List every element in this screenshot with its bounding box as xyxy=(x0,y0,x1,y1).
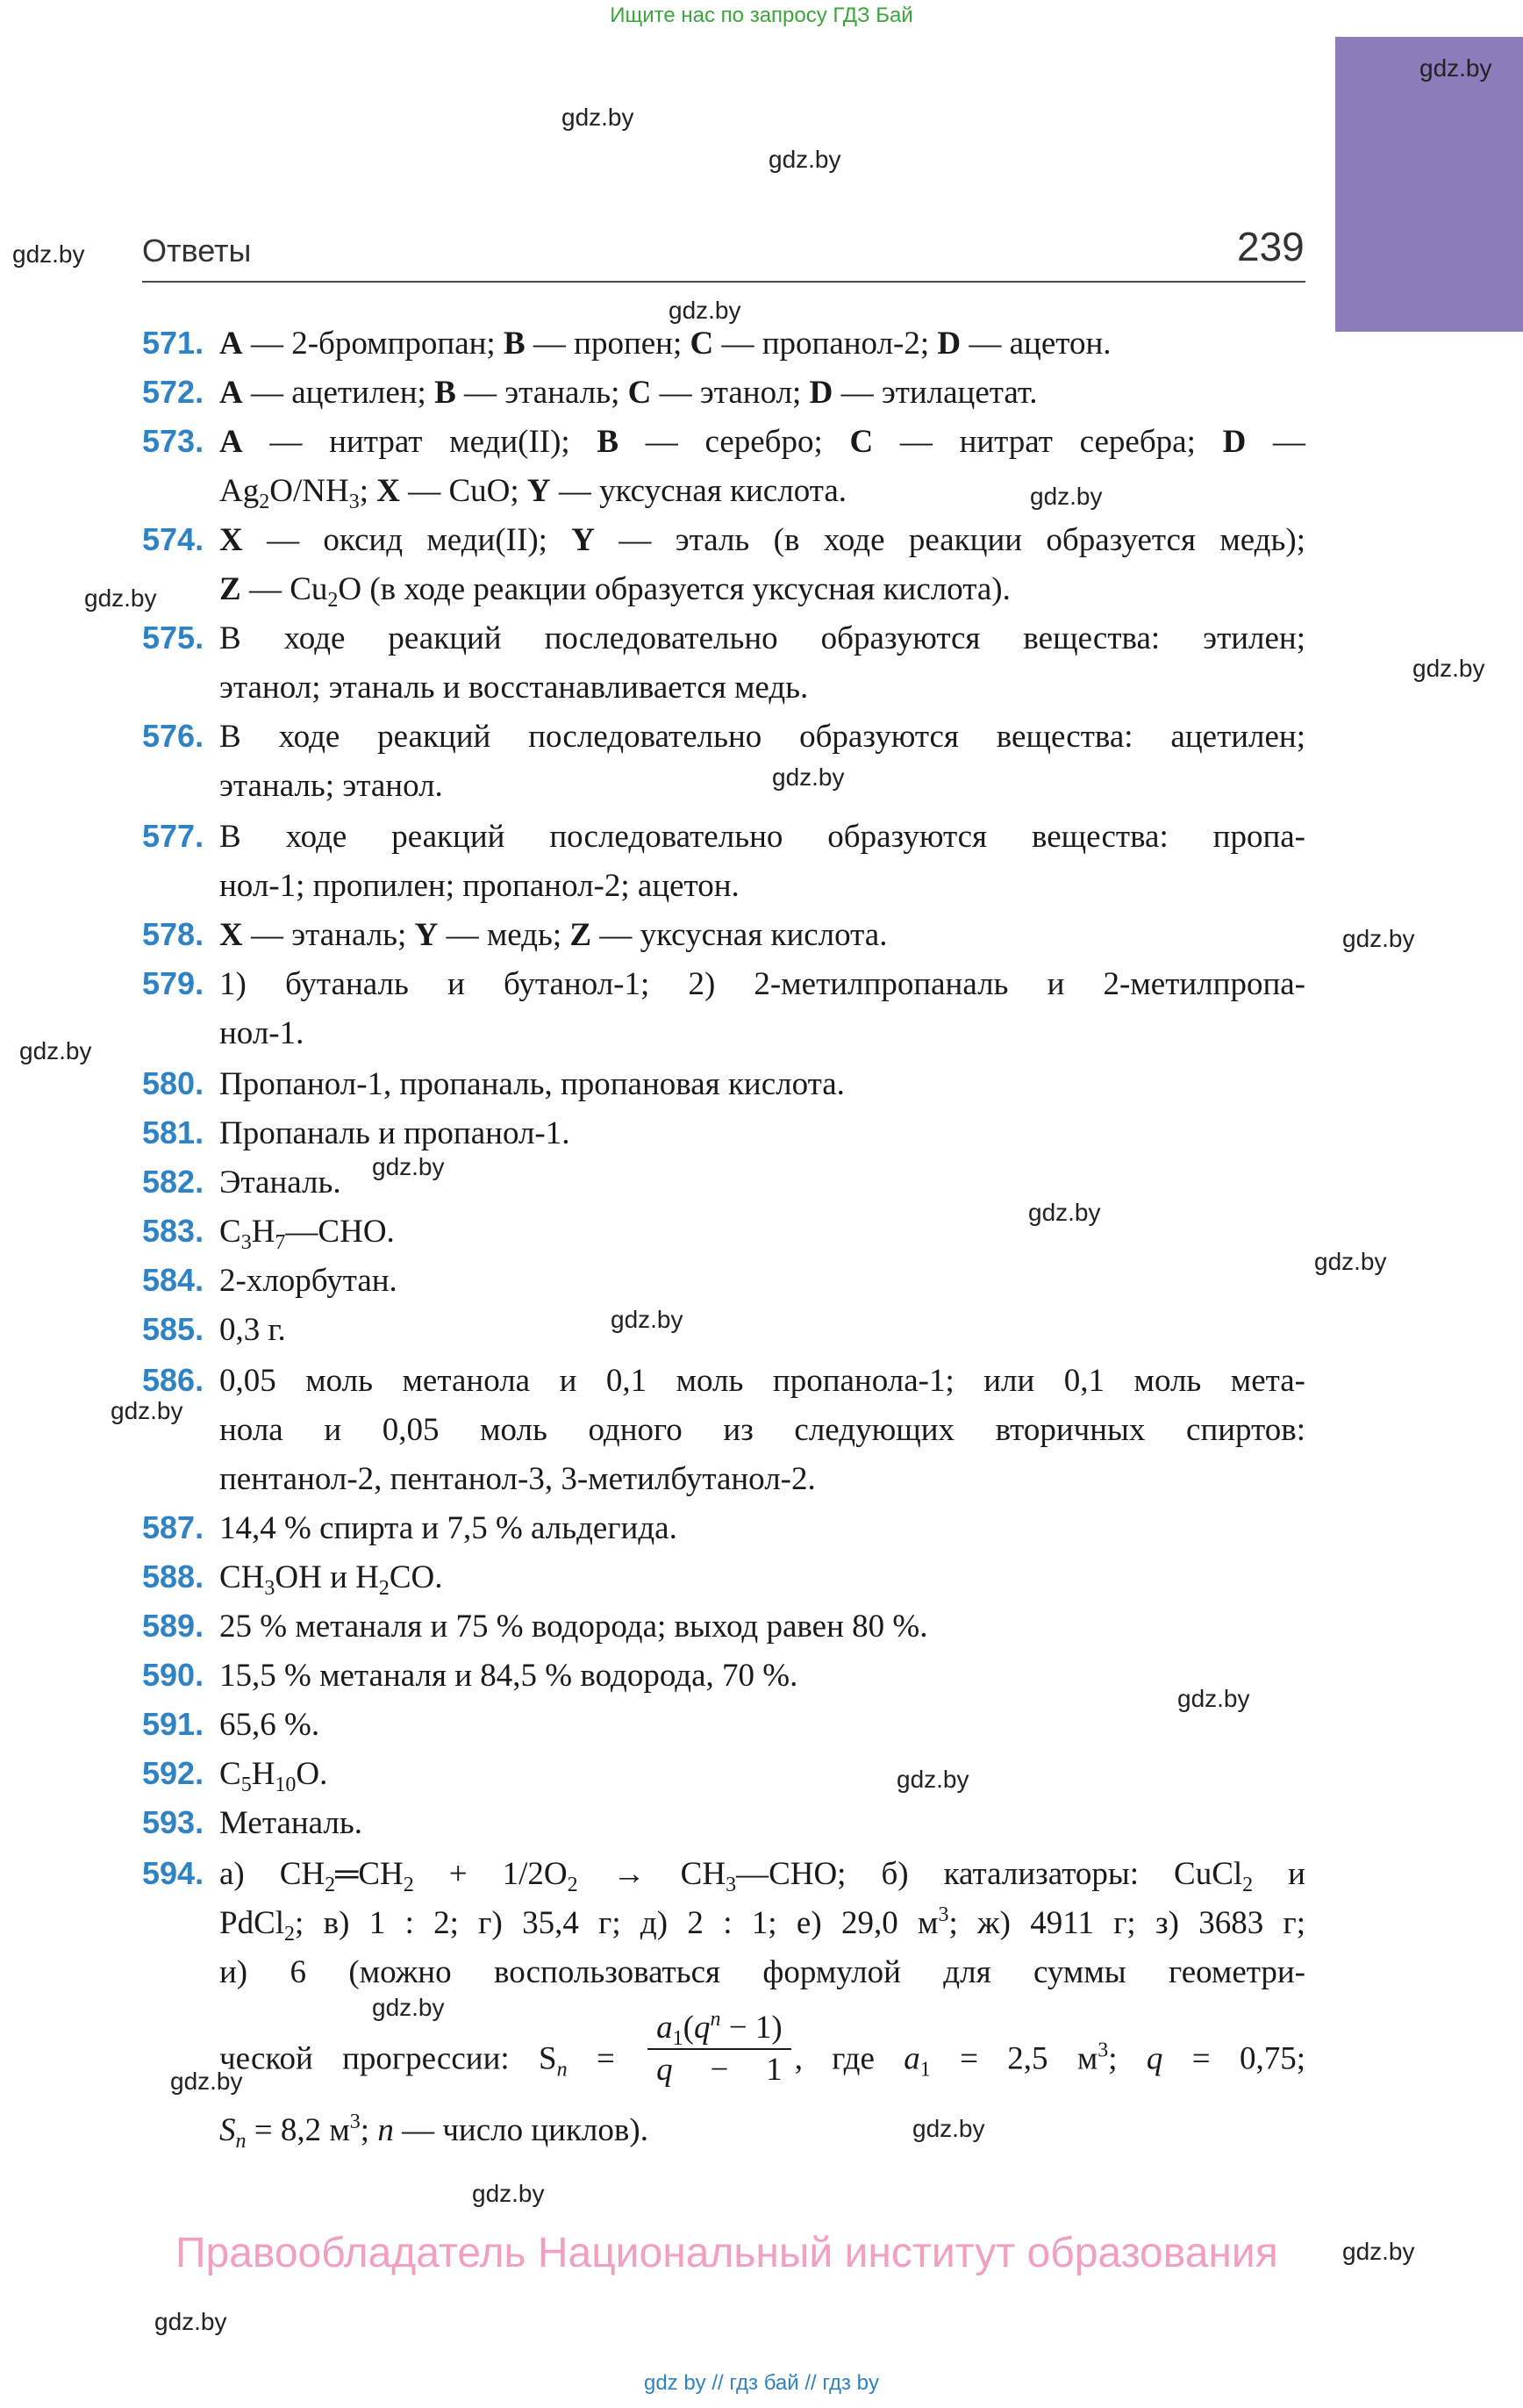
answer-line: 14,4 % спирта и 7,5 % альдегида. xyxy=(219,1510,677,1546)
answer-text xyxy=(219,1109,1305,1158)
watermark: gdz.by xyxy=(772,763,845,791)
answer-text xyxy=(219,1652,1305,1701)
watermark: gdz.by xyxy=(12,240,85,268)
answer-text xyxy=(219,1701,1305,1750)
answer-line: В ходе реакций последовательно образуются вещества: ацетилен; xyxy=(219,719,1305,755)
watermark: gdz.by xyxy=(897,1766,969,1793)
watermark: gdz.by xyxy=(669,297,741,324)
watermark: gdz.by xyxy=(84,584,157,612)
watermark: gdz.by xyxy=(372,1994,445,2021)
answer-line: $Ag_2O/NH_3$; X — CuO; Y — уксусная кислота. xyxy=(219,473,847,513)
watermark: gdz.by xyxy=(19,1037,92,1064)
answer-line: A — нитрат меди(II); B — серебро; C — нитрат серебра; D — xyxy=(219,424,1305,460)
answer-text xyxy=(219,369,1305,418)
answer-text xyxy=(219,1553,1305,1602)
answer-line: A — ацетилен; B — этаналь; C — этанол; D — этилацетат. xyxy=(219,375,1038,411)
answer-line: ческой прогрессии: $S_n$ = $\frac{a_1(q^n - 1)}{q - 1}$ , где $a_1 = 2,5$ $м^3$; q = 0,75; xyxy=(219,2020,1305,2103)
watermark: gdz.by xyxy=(1419,54,1492,82)
answer-line: нола и 0,05 моль одного из следующих вторичных спиртов: xyxy=(219,1412,1305,1448)
answer-line: В ходе реакций последовательно образуются вещества: пропа- xyxy=(219,819,1305,855)
answer-line: Метаналь. xyxy=(219,1805,363,1841)
answer-number: 589. xyxy=(142,1608,204,1644)
watermark: gdz.by xyxy=(912,2115,985,2142)
answer-text xyxy=(219,960,1305,1058)
answer-line: $C_5H_{10}O$. xyxy=(219,1756,328,1796)
answer-text xyxy=(219,1504,1305,1553)
answer-line: $CH_3OH$ и $H_2CO$. xyxy=(219,1559,443,1600)
answer-line: этаналь; этанол. xyxy=(219,768,443,804)
answer-text xyxy=(219,1357,1305,1504)
answer-line: PdCl$_2$; в) 1 : 2; г) 35,4 г; д) 2 : 1; е) 29,0 $м^3$; ж) 4911 г; з) 3683 г; xyxy=(219,1903,1306,1946)
watermark: gdz.by xyxy=(1314,1248,1387,1275)
answer-number: 572. xyxy=(142,374,204,410)
answer-line: Z — $Cu_2O$ (в ходе реакции образуется уксусная кислота). xyxy=(219,571,1011,612)
answer-text xyxy=(219,713,1305,811)
answer-text xyxy=(219,418,1305,516)
answer-number: 580. xyxy=(142,1065,204,1101)
watermark: gdz.by xyxy=(372,1153,445,1180)
answer-line: 15,5 % метаналя и 84,5 % водорода, 70 %. xyxy=(219,1658,798,1694)
watermark: gdz.by xyxy=(1030,483,1103,510)
answer-line: X — оксид меди(II); Y — эталь (в ходе реакции образуется медь); xyxy=(219,522,1305,558)
answer-number: 574. xyxy=(142,521,204,557)
answer-number: 585. xyxy=(142,1311,204,1347)
answer-number: 583. xyxy=(142,1213,204,1249)
answer-text xyxy=(219,813,1305,911)
answer-number: 571. xyxy=(142,325,204,361)
answer-line: Пропанол-1, пропаналь, пропановая кислота. xyxy=(219,1066,845,1102)
answer-number: 593. xyxy=(142,1804,204,1840)
answer-line: X — этаналь; Y — медь; Z — уксусная кислота. xyxy=(219,917,888,953)
watermark: gdz.by xyxy=(561,104,634,131)
answer-number: 587. xyxy=(142,1509,204,1545)
answer-text xyxy=(219,614,1305,713)
answer-line: а) $CH_2═CH_2 + 1/2O_2$ → $CH_3—CHO$; б) катализаторы: CuCl$_2$ и xyxy=(219,1856,1305,1896)
answer-line: 2-хлорбутан. xyxy=(219,1263,397,1299)
watermark: gdz.by xyxy=(1412,655,1485,682)
answer-number: 592. xyxy=(142,1755,204,1791)
watermark: gdz.by xyxy=(1177,1685,1250,1712)
answer-number: 582. xyxy=(142,1164,204,1200)
answer-text xyxy=(219,1257,1305,1306)
section-title: Ответы xyxy=(142,233,252,269)
answer-text xyxy=(219,1208,1305,1257)
answer-line: 25 % метаналя и 75 % водорода; выход равен 80 %. xyxy=(219,1609,928,1645)
answer-text xyxy=(219,1060,1305,1109)
answer-text xyxy=(219,1850,1305,2155)
copyright-notice: Правообладатель Национальный институт образования xyxy=(175,2230,1278,2276)
answer-text xyxy=(219,1750,1305,1799)
watermark: gdz.by xyxy=(1342,925,1415,952)
watermark: gdz.by xyxy=(154,2308,227,2335)
header-divider xyxy=(142,281,1305,283)
watermark: gdz.by xyxy=(472,2180,545,2207)
answer-number: 588. xyxy=(142,1559,204,1595)
top-banner: Ищите нас по запросу ГДЗ Бай xyxy=(610,4,913,27)
answer-line: пентанол-2, пентанол-3, 3-метилбутанол-2. xyxy=(219,1461,816,1497)
answer-text xyxy=(219,1799,1305,1848)
page-number: 239 xyxy=(1237,224,1305,269)
answer-line: этанол; этаналь и восстанавливается медь. xyxy=(219,670,809,706)
answer-number: 590. xyxy=(142,1657,204,1693)
answer-line: 65,6 %. xyxy=(219,1707,320,1743)
formula-fraction: $\frac{a_1(q^n - 1)}{q - 1}$ xyxy=(647,2008,791,2090)
answer-text xyxy=(219,1306,1305,1355)
answer-number: 573. xyxy=(142,423,204,459)
answer-line: $S_n = 8,2$ $м^3$; n — число циклов). xyxy=(219,2111,648,2153)
answer-line: нол-1; пропилен; пропанол-2; ацетон. xyxy=(219,868,740,904)
answer-number: 577. xyxy=(142,818,204,854)
answer-line: 1) бутаналь и бутанол-1; 2) 2-метилпропаналь и 2-метилпропа- xyxy=(219,966,1305,1002)
answer-number: 578. xyxy=(142,916,204,952)
answer-number: 594. xyxy=(142,1855,204,1891)
answer-text xyxy=(219,319,1305,369)
watermark: gdz.by xyxy=(1342,2238,1415,2265)
answer-line: 0,05 моль метанола и 0,1 моль пропанола-1; или 0,1 моль мета- xyxy=(219,1363,1305,1399)
answer-line: и) 6 (можно воспользоваться формулой для суммы геометри- xyxy=(219,1954,1305,1990)
watermark: gdz.by xyxy=(111,1397,183,1424)
answer-text xyxy=(219,516,1305,614)
answer-text xyxy=(219,911,1305,960)
answer-text xyxy=(219,1602,1305,1652)
answer-text xyxy=(219,1158,1305,1208)
answer-number: 581. xyxy=(142,1114,204,1150)
watermark: gdz.by xyxy=(611,1306,683,1333)
watermark: gdz.by xyxy=(170,2068,243,2095)
answer-number: 575. xyxy=(142,620,204,656)
answer-line: A — 2-бромпропан; B — пропен; C — пропанол-2; D — ацетон. xyxy=(219,326,1112,362)
footer-links: gdz by // гдз бай // гдз by xyxy=(643,2371,880,2395)
watermark: gdz.by xyxy=(769,146,841,173)
answer-number: 576. xyxy=(142,718,204,754)
answer-line: Пропаналь и пропанол-1. xyxy=(219,1115,570,1151)
answer-line: нол-1. xyxy=(219,1015,304,1051)
answer-line: Этаналь. xyxy=(219,1165,341,1200)
watermark: gdz.by xyxy=(1028,1199,1101,1226)
answer-number: 579. xyxy=(142,965,204,1001)
answer-number: 586. xyxy=(142,1362,204,1398)
answer-number: 584. xyxy=(142,1262,204,1298)
answer-number: 591. xyxy=(142,1706,204,1742)
answer-line: 0,3 г. xyxy=(219,1312,286,1348)
answer-line: В ходе реакций последовательно образуются вещества: этилен; xyxy=(219,620,1305,656)
answer-line: $C_3H_7—CHO$. xyxy=(219,1214,395,1254)
